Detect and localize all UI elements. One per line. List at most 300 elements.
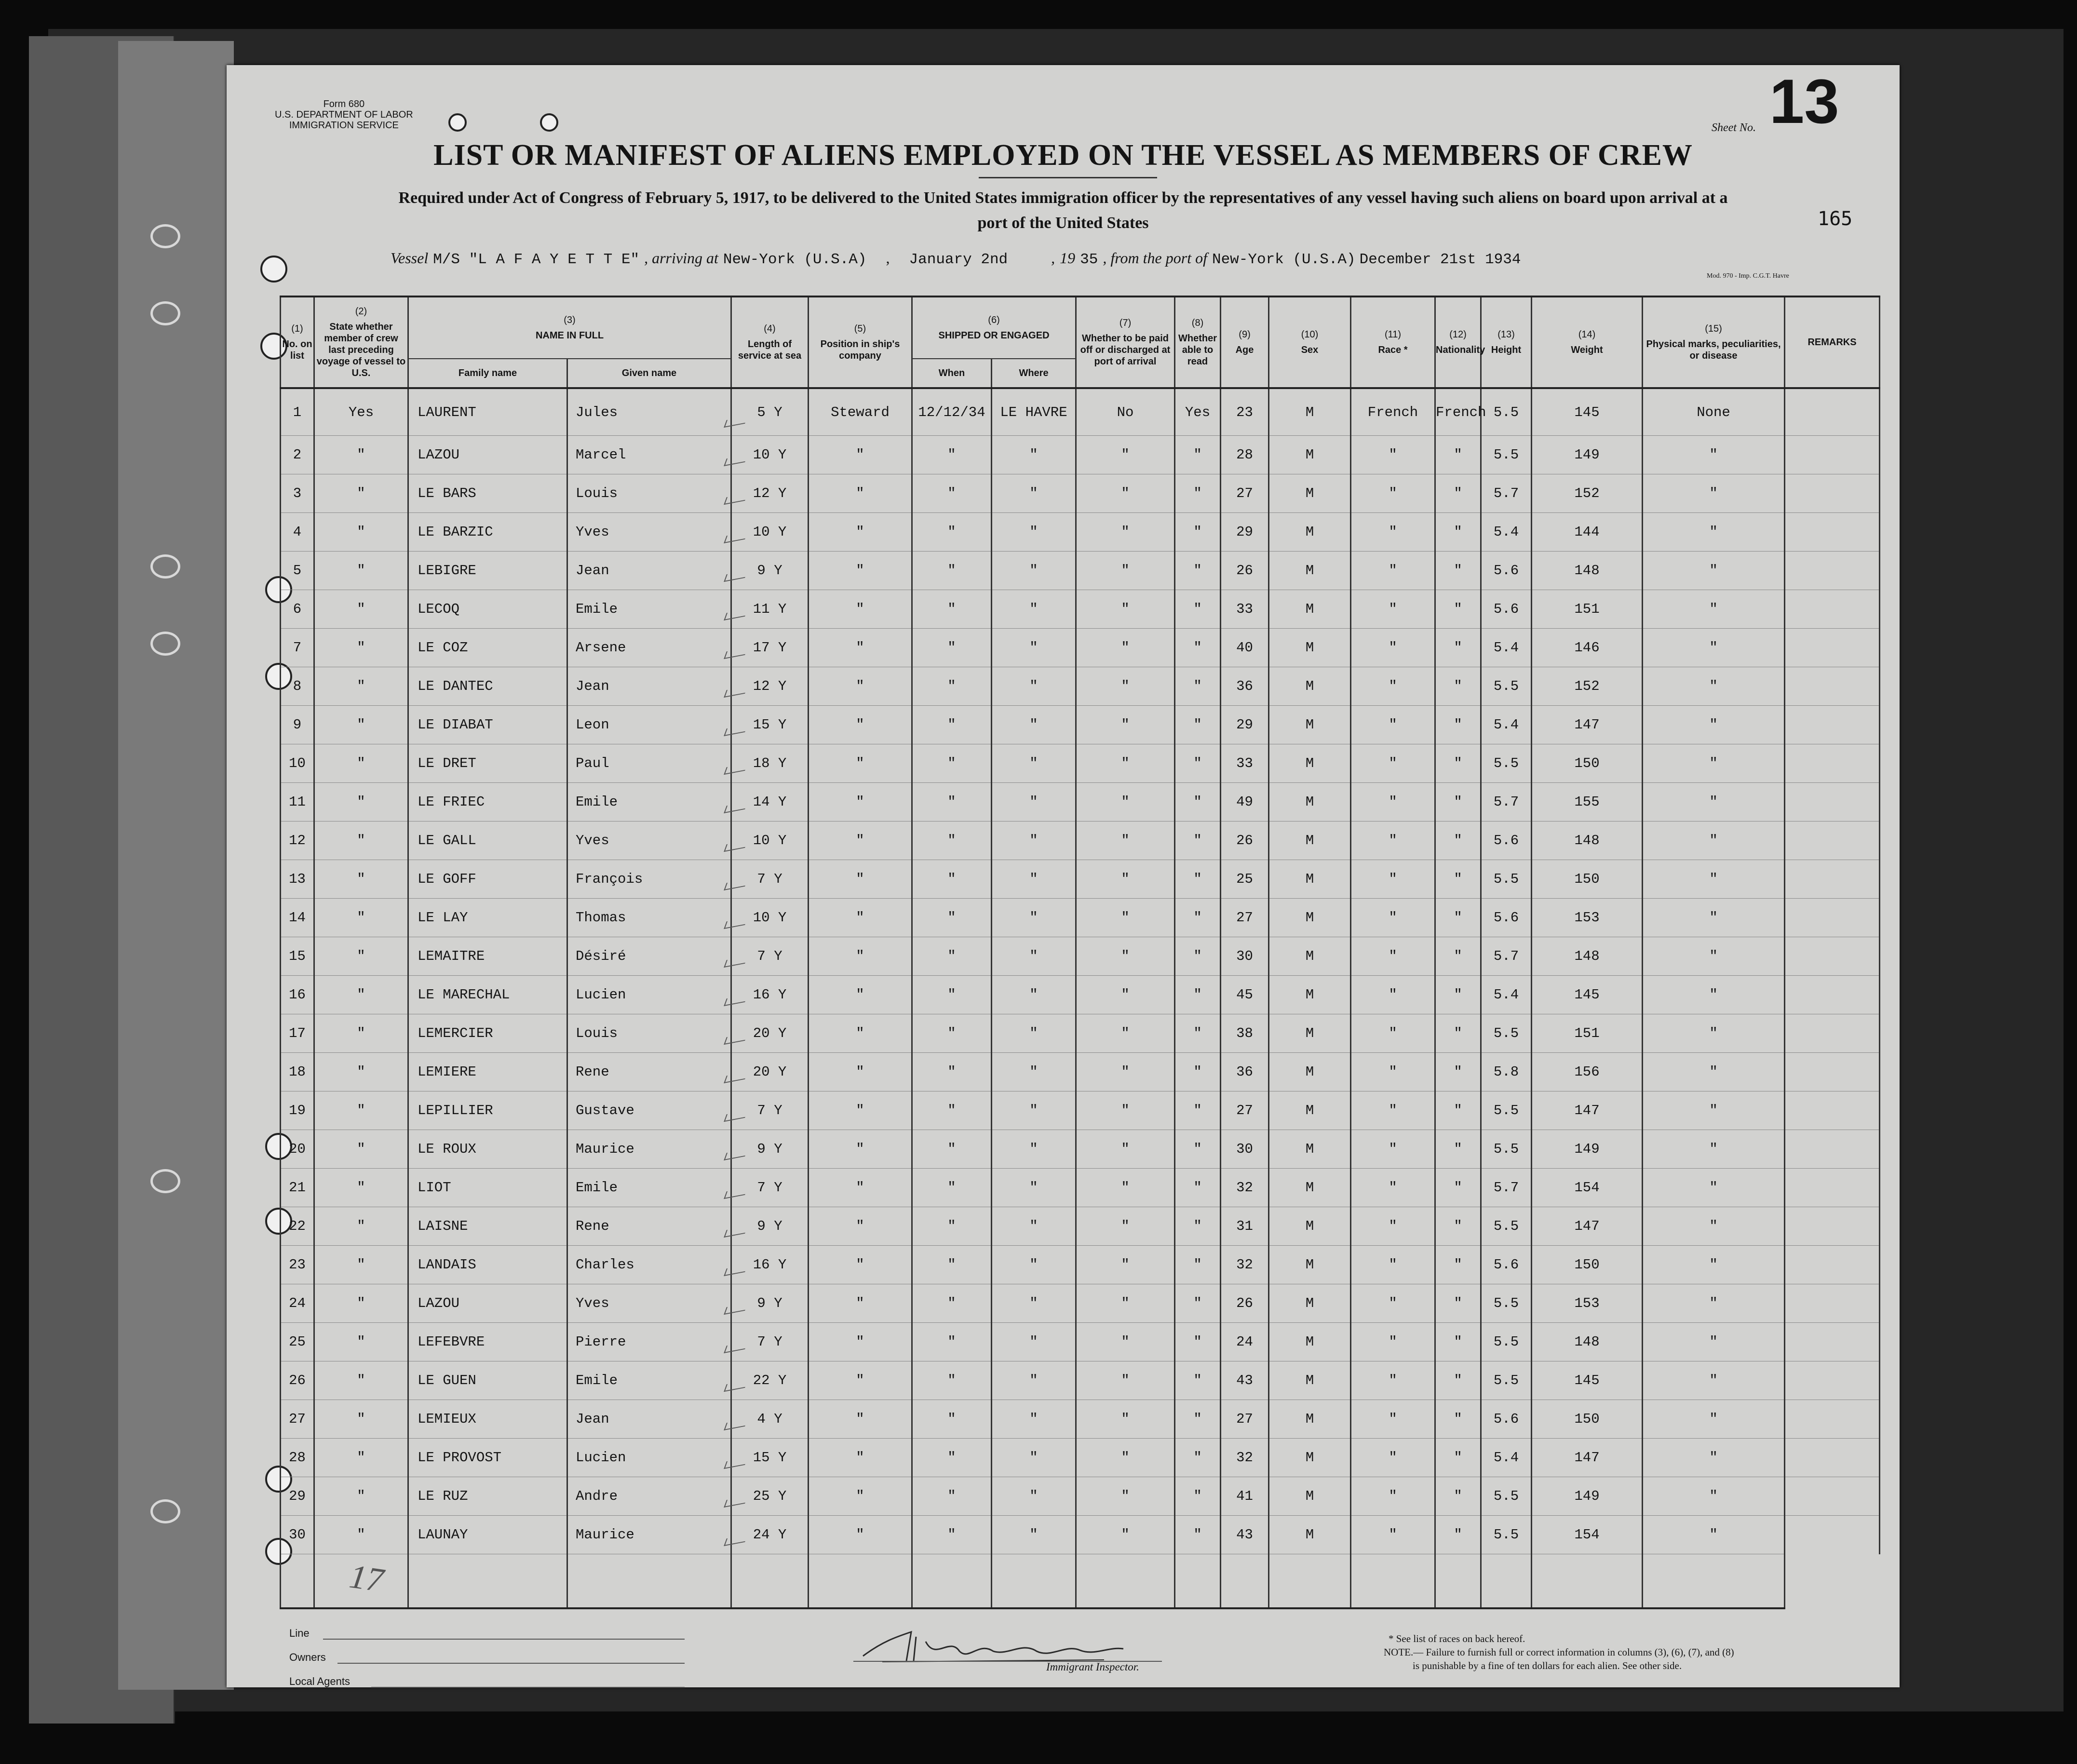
cell-family-name: LAISNE: [408, 1207, 567, 1246]
cell-row-number: 23: [281, 1246, 314, 1284]
col-header-where: Where: [992, 359, 1076, 388]
cell-given-name: Charles: [567, 1246, 731, 1284]
cell-race: ": [1351, 474, 1435, 513]
cell-remarks: [1785, 1169, 1880, 1207]
cell-row-number: 22: [281, 1207, 314, 1246]
cell-race: ": [1351, 1361, 1435, 1400]
cell-position: ": [809, 474, 912, 513]
cell-given-name: Louis: [567, 1014, 731, 1053]
cell-age: 23: [1221, 388, 1269, 436]
cell-race: ": [1351, 860, 1435, 899]
cell-able-to-read: Yes: [1175, 388, 1221, 436]
cell-physical-marks: ": [1643, 1169, 1785, 1207]
cell-shipped-where: ": [992, 1400, 1076, 1439]
cell-physical-marks: ": [1643, 552, 1785, 590]
cell-given-name: Pierre: [567, 1323, 731, 1361]
cell-family-name: LE GUEN: [408, 1361, 567, 1400]
cell-shipped-where: ": [992, 744, 1076, 783]
cell-able-to-read: ": [1175, 783, 1221, 821]
cell-service-length: 15 Y: [731, 706, 809, 744]
cell-position: ": [809, 937, 912, 976]
cell-service-length: 16 Y: [731, 976, 809, 1014]
cell-given-name: Jules: [567, 388, 731, 436]
cell-previous-voyage: ": [314, 474, 408, 513]
cell-nationality: ": [1435, 860, 1481, 899]
cell-remarks: [1785, 1439, 1880, 1477]
cell-sex: M: [1269, 1361, 1351, 1400]
cell-previous-voyage: ": [314, 1323, 408, 1361]
cell-physical-marks: ": [1643, 474, 1785, 513]
cell-nationality: ": [1435, 1207, 1481, 1246]
vessel-info: Vessel M/S "L A F A Y E T T E" , arriving at New-York (U.S.A) , January 2nd , 19 35 , from the port of New-York (U.S.A) December 21st 1934: [391, 249, 1521, 268]
cell-age: 26: [1221, 552, 1269, 590]
cell-remarks: [1785, 1014, 1880, 1053]
cell-given-name: Andre: [567, 1477, 731, 1516]
cell-blank: [912, 1554, 992, 1609]
cell-row-number: 13: [281, 860, 314, 899]
cell-height: 5.5: [1481, 1516, 1532, 1554]
cell-previous-voyage: ": [314, 706, 408, 744]
cell-weight: 147: [1532, 1207, 1643, 1246]
col-header-number: (1) No. on list: [281, 296, 314, 388]
cell-shipped-when: ": [912, 552, 992, 590]
col-header-paid-off: (7) Whether to be paid off or discharged at port of arrival: [1076, 296, 1175, 388]
cell-sex: M: [1269, 783, 1351, 821]
cell-given-name: Rene: [567, 1053, 731, 1091]
cell-physical-marks: ": [1643, 667, 1785, 706]
cell-previous-voyage: ": [314, 552, 408, 590]
cell-given-name: Désiré: [567, 937, 731, 976]
cell-shipped-where: ": [992, 1284, 1076, 1323]
table-row: [281, 629, 1880, 667]
cell-family-name: LEPILLIER: [408, 1091, 567, 1130]
cell-able-to-read: ": [1175, 1439, 1221, 1477]
cell-row-number: 5: [281, 552, 314, 590]
cell-remarks: [1785, 1053, 1880, 1091]
cell-position: ": [809, 436, 912, 474]
cell-shipped-when: ": [912, 744, 992, 783]
arrival-date: January 2nd: [909, 251, 1008, 268]
cell-family-name: LEBIGRE: [408, 552, 567, 590]
cell-paid-off: ": [1076, 590, 1175, 629]
cell-weight: 149: [1532, 1477, 1643, 1516]
col-header-position: (5) Position in ship's company: [809, 296, 912, 388]
cell-height: 5.5: [1481, 860, 1532, 899]
cell-physical-marks: ": [1643, 1014, 1785, 1053]
cell-nationality: ": [1435, 706, 1481, 744]
cell-position: ": [809, 976, 912, 1014]
cell-family-name: LE COZ: [408, 629, 567, 667]
cell-physical-marks: ": [1643, 744, 1785, 783]
cell-age: 33: [1221, 744, 1269, 783]
cell-sex: M: [1269, 899, 1351, 937]
cell-weight: 145: [1532, 1361, 1643, 1400]
cell-able-to-read: ": [1175, 1130, 1221, 1169]
cell-physical-marks: ": [1643, 1361, 1785, 1400]
cell-shipped-where: ": [992, 552, 1076, 590]
inspector-signature: [853, 1622, 1133, 1666]
table-row: [281, 513, 1880, 552]
cell-physical-marks: ": [1643, 590, 1785, 629]
cell-height: 5.4: [1481, 513, 1532, 552]
cell-height: 5.7: [1481, 937, 1532, 976]
cell-shipped-when: ": [912, 937, 992, 976]
cell-family-name: LEFEBVRE: [408, 1323, 567, 1361]
cell-paid-off: ": [1076, 1053, 1175, 1091]
cell-row-number: 27: [281, 1400, 314, 1439]
cell-shipped-where: ": [992, 1361, 1076, 1400]
cell-shipped-when: ": [912, 1439, 992, 1477]
cell-height: 5.7: [1481, 1169, 1532, 1207]
cell-weight: 148: [1532, 937, 1643, 976]
cell-sex: M: [1269, 513, 1351, 552]
cell-age: 27: [1221, 1091, 1269, 1130]
cell-age: 38: [1221, 1014, 1269, 1053]
cell-given-name: Emile: [567, 783, 731, 821]
table-row: [281, 1477, 1880, 1516]
cell-position: ": [809, 1207, 912, 1246]
table-row: [281, 706, 1880, 744]
cell-shipped-when: ": [912, 667, 992, 706]
footer-line-rule: [323, 1639, 685, 1640]
table-row: [281, 1516, 1880, 1554]
cell-height: 5.5: [1481, 1130, 1532, 1169]
cell-able-to-read: ": [1175, 1207, 1221, 1246]
cell-previous-voyage: ": [314, 1284, 408, 1323]
cell-able-to-read: ": [1175, 513, 1221, 552]
cell-height: 5.5: [1481, 1014, 1532, 1053]
footer-note: NOTE.— Failure to furnish full or correct information in columns (3), (6), (7), and (8): [1384, 1646, 1734, 1658]
table-row: [281, 1053, 1880, 1091]
cell-row-number: 11: [281, 783, 314, 821]
cell-previous-voyage: ": [314, 1130, 408, 1169]
cell-remarks: [1785, 899, 1880, 937]
table-row: [281, 783, 1880, 821]
cell-sex: M: [1269, 1169, 1351, 1207]
cell-family-name: LE GALL: [408, 821, 567, 860]
cell-service-length: 10 Y: [731, 436, 809, 474]
table-row: [281, 667, 1880, 706]
cell-age: 29: [1221, 513, 1269, 552]
cell-age: 36: [1221, 1053, 1269, 1091]
cell-position: ": [809, 1053, 912, 1091]
cell-weight: 147: [1532, 1439, 1643, 1477]
cell-position: ": [809, 706, 912, 744]
cell-shipped-where: ": [992, 783, 1076, 821]
col-header-remarks: REMARKS: [1785, 296, 1880, 388]
table-row: [281, 744, 1880, 783]
cell-family-name: LE ROUX: [408, 1130, 567, 1169]
table-row: [281, 1246, 1880, 1284]
cell-able-to-read: ": [1175, 1516, 1221, 1554]
cell-service-length: 7 Y: [731, 937, 809, 976]
cell-row-number: 25: [281, 1323, 314, 1361]
cell-service-length: 7 Y: [731, 1091, 809, 1130]
cell-family-name: LE BARZIC: [408, 513, 567, 552]
cell-blank: [1221, 1554, 1269, 1609]
cell-given-name: Louis: [567, 474, 731, 513]
cell-paid-off: ": [1076, 821, 1175, 860]
cell-sex: M: [1269, 1477, 1351, 1516]
cell-sex: M: [1269, 1091, 1351, 1130]
col-header-previous-voyage: (2) State whether member of crew last preceding voyage of vessel to U.S.: [314, 296, 408, 388]
cell-previous-voyage: ": [314, 937, 408, 976]
cell-blank: [567, 1554, 731, 1609]
cell-previous-voyage: Yes: [314, 388, 408, 436]
cell-shipped-when: ": [912, 1207, 992, 1246]
cell-paid-off: ": [1076, 474, 1175, 513]
cell-row-number: 14: [281, 899, 314, 937]
cell-row-number: 8: [281, 667, 314, 706]
cell-paid-off: ": [1076, 744, 1175, 783]
cell-given-name: Emile: [567, 1361, 731, 1400]
departure-port: New-York (U.S.A): [1212, 251, 1356, 268]
cell-shipped-where: ": [992, 1169, 1076, 1207]
cell-nationality: ": [1435, 436, 1481, 474]
cell-paid-off: ": [1076, 1323, 1175, 1361]
cell-height: 5.4: [1481, 706, 1532, 744]
cell-row-number: 16: [281, 976, 314, 1014]
cell-given-name: Lucien: [567, 976, 731, 1014]
cell-physical-marks: ": [1643, 1516, 1785, 1554]
cell-paid-off: ": [1076, 937, 1175, 976]
cell-service-length: 9 Y: [731, 552, 809, 590]
cell-blank: [1481, 1554, 1532, 1609]
cell-shipped-when: ": [912, 629, 992, 667]
cell-position: ": [809, 860, 912, 899]
cell-row-number: 30: [281, 1516, 314, 1554]
inspector-label: Immigrant Inspector.: [1046, 1661, 1139, 1673]
col-header-family-name: Family name: [408, 359, 567, 388]
table-row: [281, 1400, 1880, 1439]
table-row: [281, 860, 1880, 899]
cell-row-number: 1: [281, 388, 314, 436]
cell-service-length: 5 Y: [731, 388, 809, 436]
cell-height: 5.5: [1481, 1091, 1532, 1130]
cell-physical-marks: ": [1643, 783, 1785, 821]
footer-note: * See list of races on back hereof.: [1389, 1633, 1525, 1644]
cell-paid-off: ": [1076, 629, 1175, 667]
cell-row-number: 15: [281, 937, 314, 976]
cell-given-name: Paul: [567, 744, 731, 783]
cell-weight: 150: [1532, 744, 1643, 783]
cell-sex: M: [1269, 976, 1351, 1014]
cell-shipped-when: ": [912, 1053, 992, 1091]
cell-given-name: Maurice: [567, 1130, 731, 1169]
table-row: [281, 821, 1880, 860]
cell-service-length: 20 Y: [731, 1053, 809, 1091]
cell-nationality: ": [1435, 1439, 1481, 1477]
cell-physical-marks: ": [1643, 629, 1785, 667]
cell-service-length: 7 Y: [731, 860, 809, 899]
subtitle-line: Required under Act of Congress of February 5, 1917, to be delivered to the United States immigration officer by the representatives of any vessel having such aliens on board upon arrival at a: [398, 189, 1728, 207]
cell-able-to-read: ": [1175, 1477, 1221, 1516]
cell-race: ": [1351, 1400, 1435, 1439]
cell-position: ": [809, 783, 912, 821]
cell-shipped-when: ": [912, 1169, 992, 1207]
cell-given-name: Leon: [567, 706, 731, 744]
cell-weight: 146: [1532, 629, 1643, 667]
cell-height: 5.5: [1481, 1207, 1532, 1246]
cell-service-length: 15 Y: [731, 1439, 809, 1477]
footer-owners-rule: [337, 1663, 685, 1664]
cell-shipped-where: ": [992, 513, 1076, 552]
cell-remarks: [1785, 552, 1880, 590]
table-row: [281, 1130, 1880, 1169]
cell-row-number: 2: [281, 436, 314, 474]
cell-previous-voyage: ": [314, 976, 408, 1014]
cell-blank: [1532, 1554, 1643, 1609]
punch-hole-icon: [540, 113, 558, 132]
cell-blank: [1076, 1554, 1175, 1609]
cell-given-name: Yves: [567, 1284, 731, 1323]
cell-service-length: 20 Y: [731, 1014, 809, 1053]
cell-weight: 144: [1532, 513, 1643, 552]
cell-nationality: ": [1435, 1053, 1481, 1091]
cell-shipped-where: ": [992, 860, 1076, 899]
cell-remarks: [1785, 783, 1880, 821]
cell-nationality: ": [1435, 783, 1481, 821]
cell-weight: 145: [1532, 388, 1643, 436]
form-number: Form 680: [323, 99, 365, 109]
cell-paid-off: ": [1076, 1284, 1175, 1323]
cell-shipped-where: ": [992, 1516, 1076, 1554]
cell-row-number: 12: [281, 821, 314, 860]
cell-height: 5.5: [1481, 436, 1532, 474]
cell-given-name: Maurice: [567, 1516, 731, 1554]
cell-remarks: [1785, 513, 1880, 552]
punch-hole-icon: [448, 113, 467, 132]
cell-shipped-where: ": [992, 976, 1076, 1014]
cell-able-to-read: ": [1175, 1053, 1221, 1091]
cell-race: ": [1351, 1130, 1435, 1169]
cell-paid-off: ": [1076, 1400, 1175, 1439]
cell-weight: 145: [1532, 976, 1643, 1014]
cell-sex: M: [1269, 1246, 1351, 1284]
cell-weight: 148: [1532, 552, 1643, 590]
cell-previous-voyage: ": [314, 1400, 408, 1439]
cell-position: ": [809, 1477, 912, 1516]
cell-paid-off: ": [1076, 1014, 1175, 1053]
cell-race: ": [1351, 1207, 1435, 1246]
cell-age: 41: [1221, 1477, 1269, 1516]
binder-hole-icon: [150, 1499, 180, 1523]
stamp-number: 165: [1818, 208, 1853, 230]
cell-weight: 147: [1532, 1091, 1643, 1130]
cell-shipped-where: ": [992, 1323, 1076, 1361]
cell-previous-voyage: ": [314, 1207, 408, 1246]
cell-paid-off: ": [1076, 1169, 1175, 1207]
cell-sex: M: [1269, 1130, 1351, 1169]
cell-race: ": [1351, 744, 1435, 783]
cell-family-name: LEMIERE: [408, 1053, 567, 1091]
cell-race: ": [1351, 1477, 1435, 1516]
cell-service-length: 12 Y: [731, 474, 809, 513]
cell-given-name: Emile: [567, 1169, 731, 1207]
cell-nationality: ": [1435, 474, 1481, 513]
footer-agents-label: Local Agents: [289, 1675, 350, 1687]
cell-sex: M: [1269, 1207, 1351, 1246]
cell-physical-marks: ": [1643, 1284, 1785, 1323]
cell-height: 5.5: [1481, 667, 1532, 706]
cell-sex: M: [1269, 388, 1351, 436]
cell-sex: M: [1269, 667, 1351, 706]
cell-able-to-read: ": [1175, 629, 1221, 667]
cell-race: ": [1351, 899, 1435, 937]
cell-height: 5.4: [1481, 976, 1532, 1014]
cell-service-length: 25 Y: [731, 1477, 809, 1516]
cell-weight: 154: [1532, 1169, 1643, 1207]
cell-row-number: 24: [281, 1284, 314, 1323]
cell-nationality: ": [1435, 513, 1481, 552]
cell-physical-marks: ": [1643, 1130, 1785, 1169]
cell-family-name: LEMERCIER: [408, 1014, 567, 1053]
cell-shipped-when: ": [912, 1400, 992, 1439]
col-header-sex: (10) Sex: [1269, 296, 1351, 388]
col-header-name: (3) NAME IN FULL: [408, 296, 731, 359]
cell-physical-marks: ": [1643, 899, 1785, 937]
cell-sex: M: [1269, 474, 1351, 513]
cell-sex: M: [1269, 1516, 1351, 1554]
cell-service-length: 17 Y: [731, 629, 809, 667]
table-row: [281, 1323, 1880, 1361]
table-row: [281, 1207, 1880, 1246]
cell-race: ": [1351, 706, 1435, 744]
cell-height: 5.6: [1481, 552, 1532, 590]
cell-age: 27: [1221, 474, 1269, 513]
cell-sex: M: [1269, 552, 1351, 590]
cell-remarks: [1785, 629, 1880, 667]
cell-race: ": [1351, 783, 1435, 821]
table-row: [281, 1014, 1880, 1053]
cell-weight: 149: [1532, 436, 1643, 474]
table-row: [281, 436, 1880, 474]
footer-owners-label: Owners: [289, 1651, 326, 1663]
cell-service-length: 9 Y: [731, 1207, 809, 1246]
cell-family-name: LE DANTEC: [408, 667, 567, 706]
cell-family-name: LE GOFF: [408, 860, 567, 899]
cell-able-to-read: ": [1175, 436, 1221, 474]
cell-race: ": [1351, 590, 1435, 629]
cell-shipped-where: ": [992, 899, 1076, 937]
cell-remarks: [1785, 860, 1880, 899]
cell-weight: 152: [1532, 667, 1643, 706]
cell-service-length: 12 Y: [731, 667, 809, 706]
cell-shipped-where: ": [992, 436, 1076, 474]
cell-shipped-where: ": [992, 1246, 1076, 1284]
cell-remarks: [1785, 1207, 1880, 1246]
table-row: [281, 388, 1880, 436]
year-prefix: 19: [1060, 249, 1076, 267]
cell-able-to-read: ": [1175, 1169, 1221, 1207]
cell-age: 36: [1221, 667, 1269, 706]
cell-nationality: ": [1435, 976, 1481, 1014]
cell-shipped-when: ": [912, 860, 992, 899]
cell-position: ": [809, 1284, 912, 1323]
cell-age: 29: [1221, 706, 1269, 744]
cell-remarks: [1785, 706, 1880, 744]
cell-nationality: ": [1435, 552, 1481, 590]
footer-note: is punishable by a fine of ten dollars for each alien. See other side.: [1413, 1660, 1682, 1671]
cell-blank: [1435, 1554, 1481, 1609]
cell-position: ": [809, 744, 912, 783]
cell-able-to-read: ": [1175, 899, 1221, 937]
cell-shipped-when: ": [912, 1323, 992, 1361]
cell-given-name: Lucien: [567, 1439, 731, 1477]
cell-physical-marks: ": [1643, 937, 1785, 976]
cell-shipped-when: ": [912, 899, 992, 937]
cell-previous-voyage: ": [314, 1439, 408, 1477]
